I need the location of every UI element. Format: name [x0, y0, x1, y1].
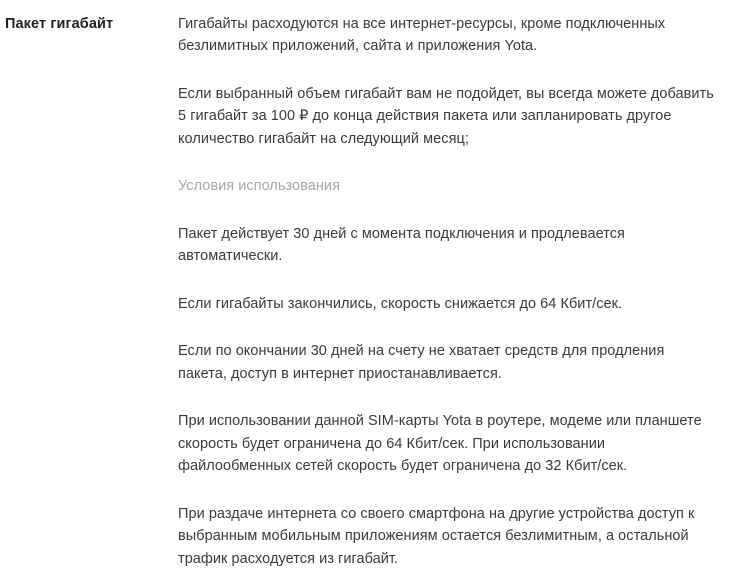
- term-package-duration: Пакет действует 30 дней с момента подключения и продлевается автоматически.: [178, 225, 625, 265]
- term-tethering: При раздаче интернета со своего смартфона на другие устройства доступ к выбранным мобильным приложениям остается безлимитным, а остальной трафик расходуется из гигабайт.: [178, 505, 695, 567]
- paragraph-gigabytes-usage: Гигабайты расходуются на все интернет-ресурсы, кроме подключенных безлимитных приложений, сайта и приложения Yota.: [178, 16, 666, 55]
- term-insufficient-funds: Если по окончании 30 дней на счету не хватает средств для продления пакета, доступ в интернет приостанавливается.: [178, 343, 665, 382]
- section-body: [178, 13, 744, 570]
- package-info-section: [0, 13, 744, 570]
- paragraph-add-gigabytes: Если выбранный объем гигабайт вам не подойдет, вы всегда можете добавить 5 гигабайт за 100 ₽ до конца действия пакета или запланировать другое количество гигабайт на следующий месяц;: [178, 85, 714, 147]
- term-speed-limit: Если гигабайты закончились, скорость снижается до 64 Кбит/сек.: [178, 295, 623, 312]
- terms-subheading: Условия использования: [178, 178, 340, 195]
- term-router-usage: При использовании данной SIM-карты Yota в роутере, модеме или планшете скорость будет ограничена до 64 Кбит/сек. При использовании файлообменных сетей скорость будет ограничена до 32 Кбит/сек.: [178, 413, 702, 475]
- section-title: Пакет гигабайт: [5, 16, 114, 32]
